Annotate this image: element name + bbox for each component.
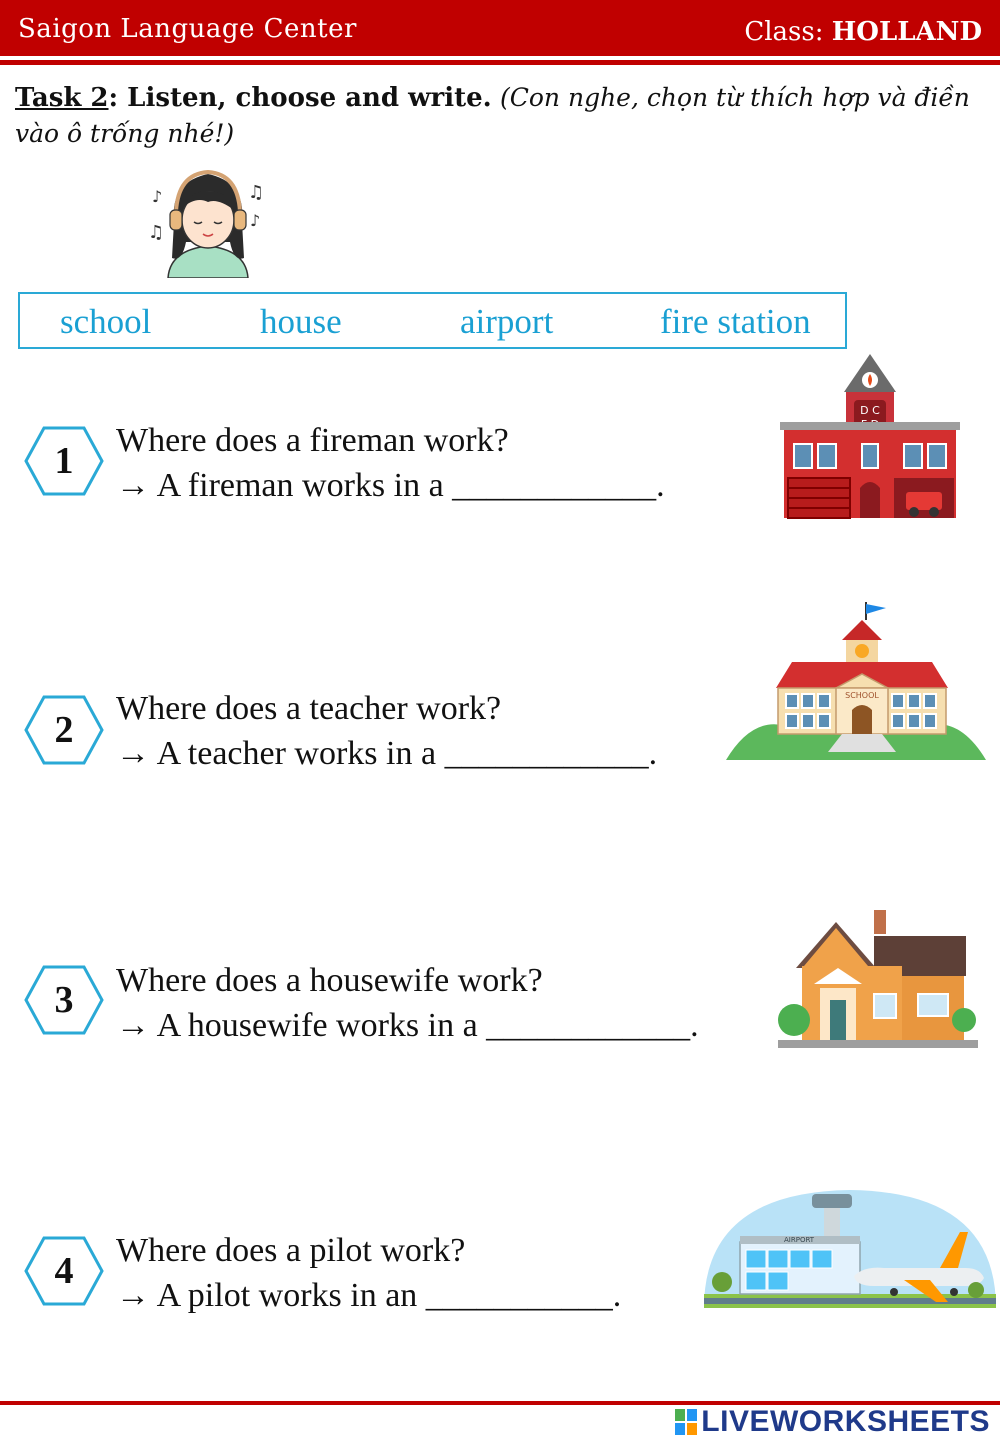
class-prefix: Class:: [744, 17, 832, 47]
school-icon: [726, 600, 986, 765]
house-icon: [778, 908, 978, 1048]
answer-line[interactable]: → A pilot works in an ___________.: [116, 1277, 622, 1314]
listening-girl-icon: [148, 162, 268, 278]
header-bar: [0, 0, 1000, 56]
question-number: 4: [54, 1250, 74, 1292]
question-number-badge: [24, 695, 104, 765]
brand-logo: [675, 1405, 990, 1439]
liveworksheets-logo-icon: [675, 1409, 697, 1435]
class-name: HOLLAND: [831, 17, 982, 47]
answer-line[interactable]: → A housewife works in a ____________.: [116, 1007, 699, 1044]
question-text: Where does a housewife work?: [116, 962, 543, 999]
question-number-badge: [24, 426, 104, 496]
answer-line[interactable]: → A fireman works in a ____________.: [116, 467, 665, 504]
task-hint: (Con nghe, chọn từ thích hợp và điền vào ô trống nhé!): [15, 83, 970, 148]
svg-text:♫: ♫: [248, 182, 265, 203]
task-instruction: : Listen, choose and write.: [108, 83, 492, 113]
airport-icon: [704, 1186, 996, 1310]
header-divider: [0, 60, 1000, 65]
answer-line[interactable]: → A teacher works in a ____________.: [116, 735, 658, 772]
question-number-badge: [24, 965, 104, 1035]
brand-name: LIVEWORKSHEETS: [701, 1405, 990, 1438]
word-bank: [18, 292, 847, 349]
svg-text:AIRPORT: AIRPORT: [784, 1236, 815, 1244]
task-title: [15, 80, 975, 152]
class-label: [744, 17, 982, 47]
word-bank-item: school: [60, 302, 152, 341]
center-name: Saigon Language Center: [18, 14, 357, 44]
question-text: Where does a teacher work?: [116, 690, 502, 727]
question-number: 3: [54, 979, 74, 1021]
svg-text:♪: ♪: [250, 211, 261, 230]
svg-text:♪: ♪: [152, 187, 163, 206]
question-text: Where does a fireman work?: [116, 422, 509, 459]
task-label: Task 2: [15, 83, 109, 113]
svg-text:SCHOOL: SCHOOL: [845, 691, 879, 700]
svg-text:D C: D C: [860, 404, 880, 417]
word-bank-item: house: [260, 302, 342, 341]
question-number-badge: [24, 1236, 104, 1306]
question-number: 1: [54, 440, 74, 482]
fire-station-icon: [780, 352, 960, 522]
word-bank-item: fire station: [660, 302, 811, 341]
question-text: Where does a pilot work?: [116, 1232, 466, 1269]
question-number: 2: [54, 709, 74, 751]
svg-text:♫: ♫: [148, 222, 165, 243]
word-bank-item: airport: [460, 302, 554, 341]
